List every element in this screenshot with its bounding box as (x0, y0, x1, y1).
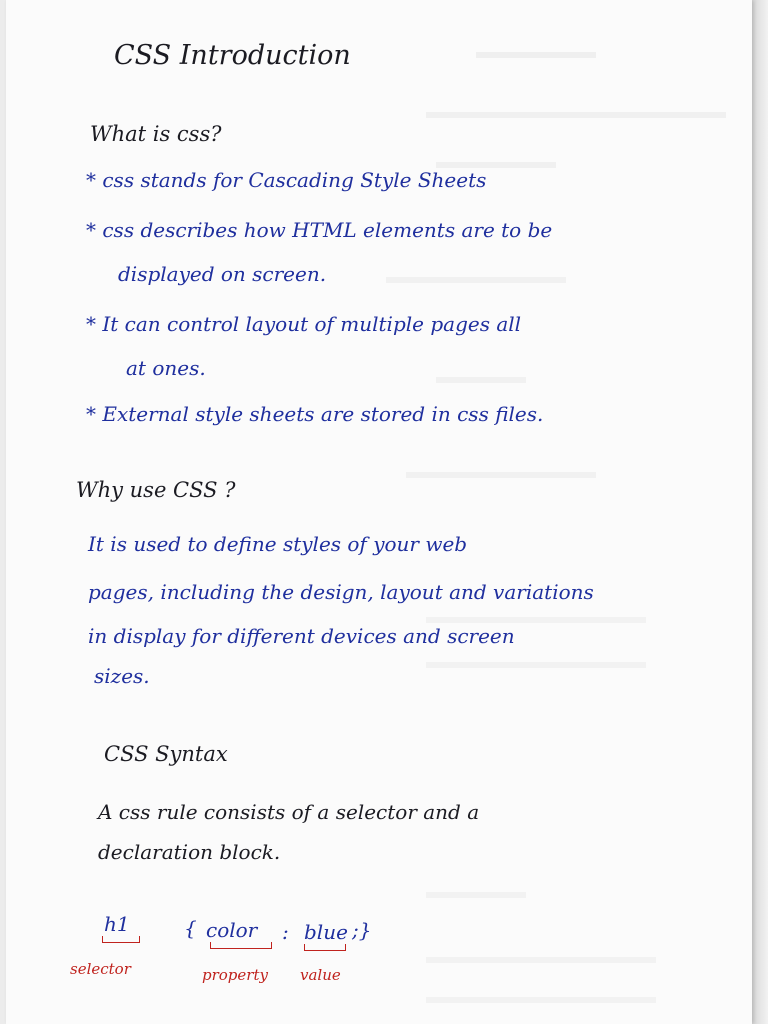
bullet-stands-for: * css stands for Cascading Style Sheets (86, 168, 487, 192)
heading-why-use-css: Why use CSS ? (76, 478, 236, 502)
page-title: CSS Introduction (114, 40, 351, 71)
bullet-control-layout-cont: at ones. (126, 356, 206, 380)
syntax-line-2: declaration block. (98, 840, 281, 864)
example-selector: h1 (104, 912, 130, 936)
notebook-page (6, 0, 752, 1024)
example-value: blue (304, 920, 348, 944)
example-colon: : (282, 920, 289, 944)
bullet-describes-cont: displayed on screen. (118, 262, 327, 286)
why-line-2: pages, including the design, layout and variations (88, 580, 594, 604)
value-bracket (304, 944, 346, 951)
property-bracket (210, 942, 272, 949)
why-line-4: sizes. (94, 664, 150, 688)
heading-css-syntax: CSS Syntax (104, 742, 228, 766)
selector-bracket (102, 936, 140, 943)
why-line-1: It is used to define styles of your web (88, 532, 468, 556)
bullet-control-layout: * It can control layout of multiple pages all (86, 312, 522, 336)
syntax-line-1: A css rule consists of a selector and a (98, 800, 480, 824)
bullet-describes: * css describes how HTML elements are to be (86, 218, 553, 242)
example-close: ;} (352, 918, 372, 942)
why-line-3: in display for different devices and screen (88, 624, 515, 648)
heading-what-is-css: What is css? (90, 122, 222, 146)
bullet-external-sheets: * External style sheets are stored in css files. (86, 402, 544, 426)
label-property: property (202, 966, 268, 984)
example-open-brace: { (184, 916, 197, 940)
example-property: color (206, 918, 258, 942)
label-value: value (300, 966, 341, 984)
label-selector: selector (70, 960, 131, 978)
page-edge (752, 0, 768, 1024)
